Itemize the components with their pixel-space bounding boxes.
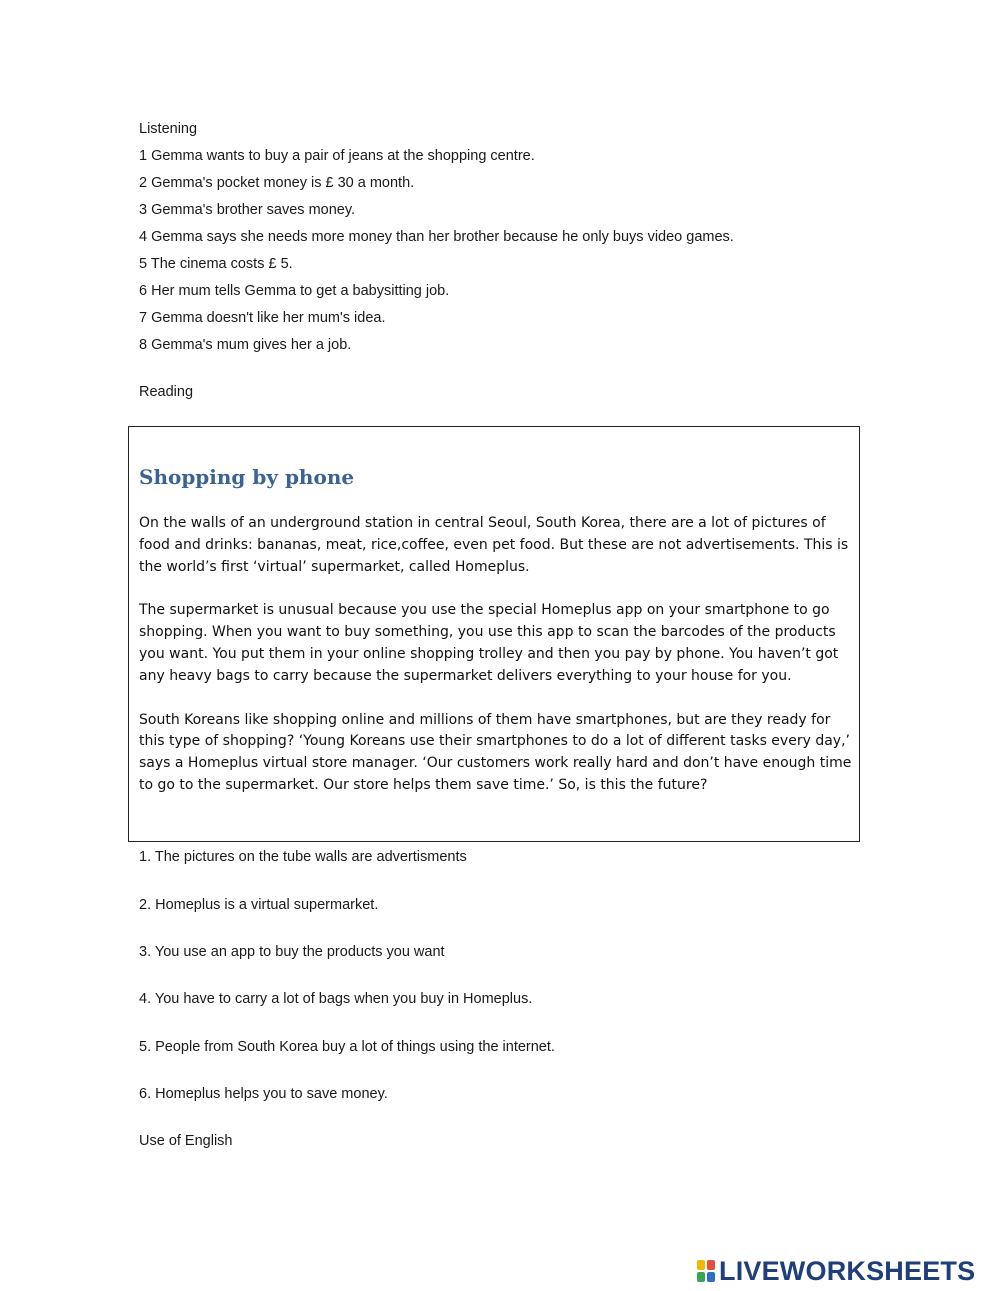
listening-item-5: 5 The cinema costs £ 5. [139,256,293,272]
listening-heading: Listening [139,121,198,137]
listening-item-4: 4 Gemma says she needs more money than her brother because he only buys video games. [139,229,734,245]
reading-question-6: 6. Homeplus helps you to save money. [139,1086,388,1102]
article-title: Shopping by phone [139,465,355,489]
article-box [128,426,860,842]
reading-heading: Reading [139,384,194,400]
logo-block-blue [707,1272,715,1282]
article-paragraph-3: South Koreans like shopping online and millions of them have smartphones, but are they ready for this type of shopping? ‘Young Koreans use their smartphones to do a lot of different tasks every day,’ says a Homeplus virtual store manager. ‘Our customers work really hard and don’t have enough time to go to the supermarket. Our store helps them save time.’ So, is this the future? [139,711,852,793]
logo-blocks-icon [697,1260,715,1282]
reading-question-1: 1. The pictures on the tube walls are advertisments [139,849,467,865]
listening-item-8: 8 Gemma's mum gives her a job. [139,337,352,353]
article-body [139,513,855,819]
listening-item-6: 6 Her mum tells Gemma to get a babysitting job. [139,283,450,299]
logo-text: LIVEWORKSHEETS [719,1255,976,1286]
liveworksheets-logo [697,1256,975,1286]
listening-item-3: 3 Gemma's brother saves money. [139,202,356,218]
reading-question-5: 5. People from South Korea buy a lot of things using the internet. [139,1039,555,1055]
reading-question-2: 2. Homeplus is a virtual supermarket. [139,897,379,913]
reading-question-4: 4. You have to carry a lot of bags when you buy in Homeplus. [139,991,533,1007]
logo-block-green [697,1272,705,1282]
logo-block-red [707,1260,715,1270]
listening-item-1: 1 Gemma wants to buy a pair of jeans at the shopping centre. [139,148,535,164]
listening-item-7: 7 Gemma doesn't like her mum's idea. [139,310,386,326]
article-paragraph-1: On the walls of an underground station in central Seoul, South Korea, there are a lot of pictures of food and drinks: bananas, meat, rice,coffee, even pet food. But these are not advertisements. This is the world’s first ‘virtual’ supermarket, called Homeplus. [139,515,849,575]
reading-question-3: 3. You use an app to buy the products you want [139,944,445,960]
article-paragraph-2: The supermarket is unusual because you use the special Homeplus app on your smartphone to go shopping. When you want to buy something, you use this app to scan the barcodes of the products you want. You put them in your online shopping trolley and then you pay by phone. You haven’t got any heavy bags to carry because the supermarket delivers everything to your house for you. [139,602,839,684]
listening-item-2: 2 Gemma's pocket money is £ 30 a month. [139,175,415,191]
logo-block-yellow [697,1260,705,1270]
use-of-english-heading: Use of English [139,1133,233,1149]
